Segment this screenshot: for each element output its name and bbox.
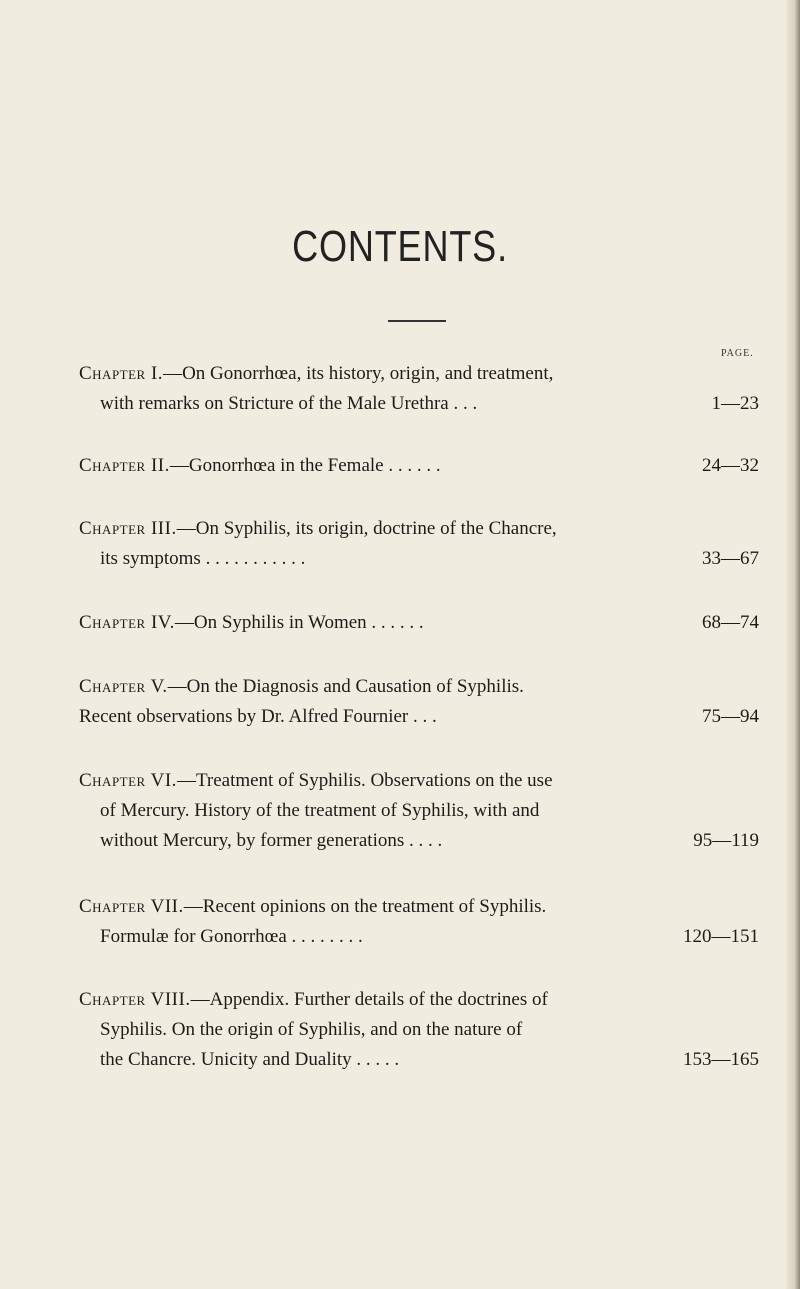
chapter-label: Chapter IV.	[79, 612, 175, 633]
chapter-label: Chapter II.	[79, 455, 170, 476]
chapter-text: —Treatment of Syphilis. Observations on the use	[176, 770, 553, 791]
chapter-label: Chapter V.	[79, 676, 168, 697]
chapter-text: Syphilis. On the origin of Syphilis, and on the nature of	[100, 1019, 523, 1040]
toc-line	[79, 796, 759, 826]
toc-entry-chapter-6	[79, 766, 759, 856]
chapter-text: with remarks on Stricture of the Male Urethra . . .	[100, 393, 478, 414]
page-range: 95—119	[693, 830, 759, 851]
toc-line	[79, 514, 759, 544]
toc-entry-chapter-1	[79, 359, 759, 419]
chapter-text: the Chancre. Unicity and Duality . . . . .	[100, 1049, 400, 1070]
chapter-text: Recent observations by Dr. Alfred Fournier . . .	[79, 706, 437, 727]
chapter-label: Chapter III.	[79, 518, 177, 539]
page-range: 68—74	[702, 612, 759, 633]
page-range: 33—67	[702, 548, 759, 569]
toc-line	[79, 389, 759, 419]
chapter-label: Chapter VII.	[79, 896, 184, 917]
chapter-text: Formulæ for Gonorrhœa . . . . . . . .	[100, 926, 363, 947]
toc-entry-chapter-4	[79, 608, 759, 638]
chapter-text: —Appendix. Further details of the doctrines of	[190, 989, 548, 1010]
title-rule	[388, 320, 446, 322]
toc-line	[79, 1015, 759, 1045]
page-column-heading: PAGE.	[721, 348, 754, 359]
chapter-text: its symptoms . . . . . . . . . . .	[100, 548, 306, 569]
page-range: 75—94	[702, 706, 759, 727]
toc-line	[79, 826, 759, 856]
chapter-text: of Mercury. History of the treatment of Syphilis, with and	[100, 800, 540, 821]
chapter-text: —On Gonorrhœa, its history, origin, and treatment,	[163, 363, 554, 384]
page-title: CONTENTS.	[292, 222, 508, 271]
chapter-text: —Gonorrhœa in the Female . . . . . .	[169, 455, 441, 476]
chapter-label: Chapter VI.	[79, 770, 177, 791]
page-range: 153—165	[683, 1049, 759, 1070]
toc-line	[79, 608, 759, 638]
toc-line	[79, 1045, 759, 1075]
toc-line	[79, 922, 759, 952]
toc-line	[79, 985, 759, 1015]
chapter-text: without Mercury, by former generations . . . .	[100, 830, 443, 851]
toc-line	[79, 892, 759, 922]
toc-line	[79, 672, 759, 702]
toc-entry-chapter-8	[79, 985, 759, 1075]
page-edge	[786, 0, 800, 1289]
chapter-text: —On the Diagnosis and Causation of Syphilis.	[167, 676, 524, 697]
toc-line	[79, 359, 759, 389]
toc-entry-chapter-7	[79, 892, 759, 952]
chapter-label: Chapter VIII.	[79, 989, 191, 1010]
toc-entry-chapter-3	[79, 514, 759, 574]
page-range: 1—23	[711, 393, 759, 414]
chapter-text: —On Syphilis, its origin, doctrine of the Chancre,	[176, 518, 557, 539]
chapter-text: —Recent opinions on the treatment of Syphilis.	[183, 896, 547, 917]
chapter-text: —On Syphilis in Women . . . . . .	[174, 612, 424, 633]
toc-line	[79, 766, 759, 796]
chapter-label: Chapter I.	[79, 363, 164, 384]
page-range: 120—151	[683, 926, 759, 947]
toc-line	[79, 451, 759, 481]
toc-line	[79, 702, 759, 732]
toc-line	[79, 544, 759, 574]
toc-entry-chapter-2	[79, 451, 759, 481]
page-range: 24—32	[702, 455, 759, 476]
toc-entry-chapter-5	[79, 672, 759, 732]
